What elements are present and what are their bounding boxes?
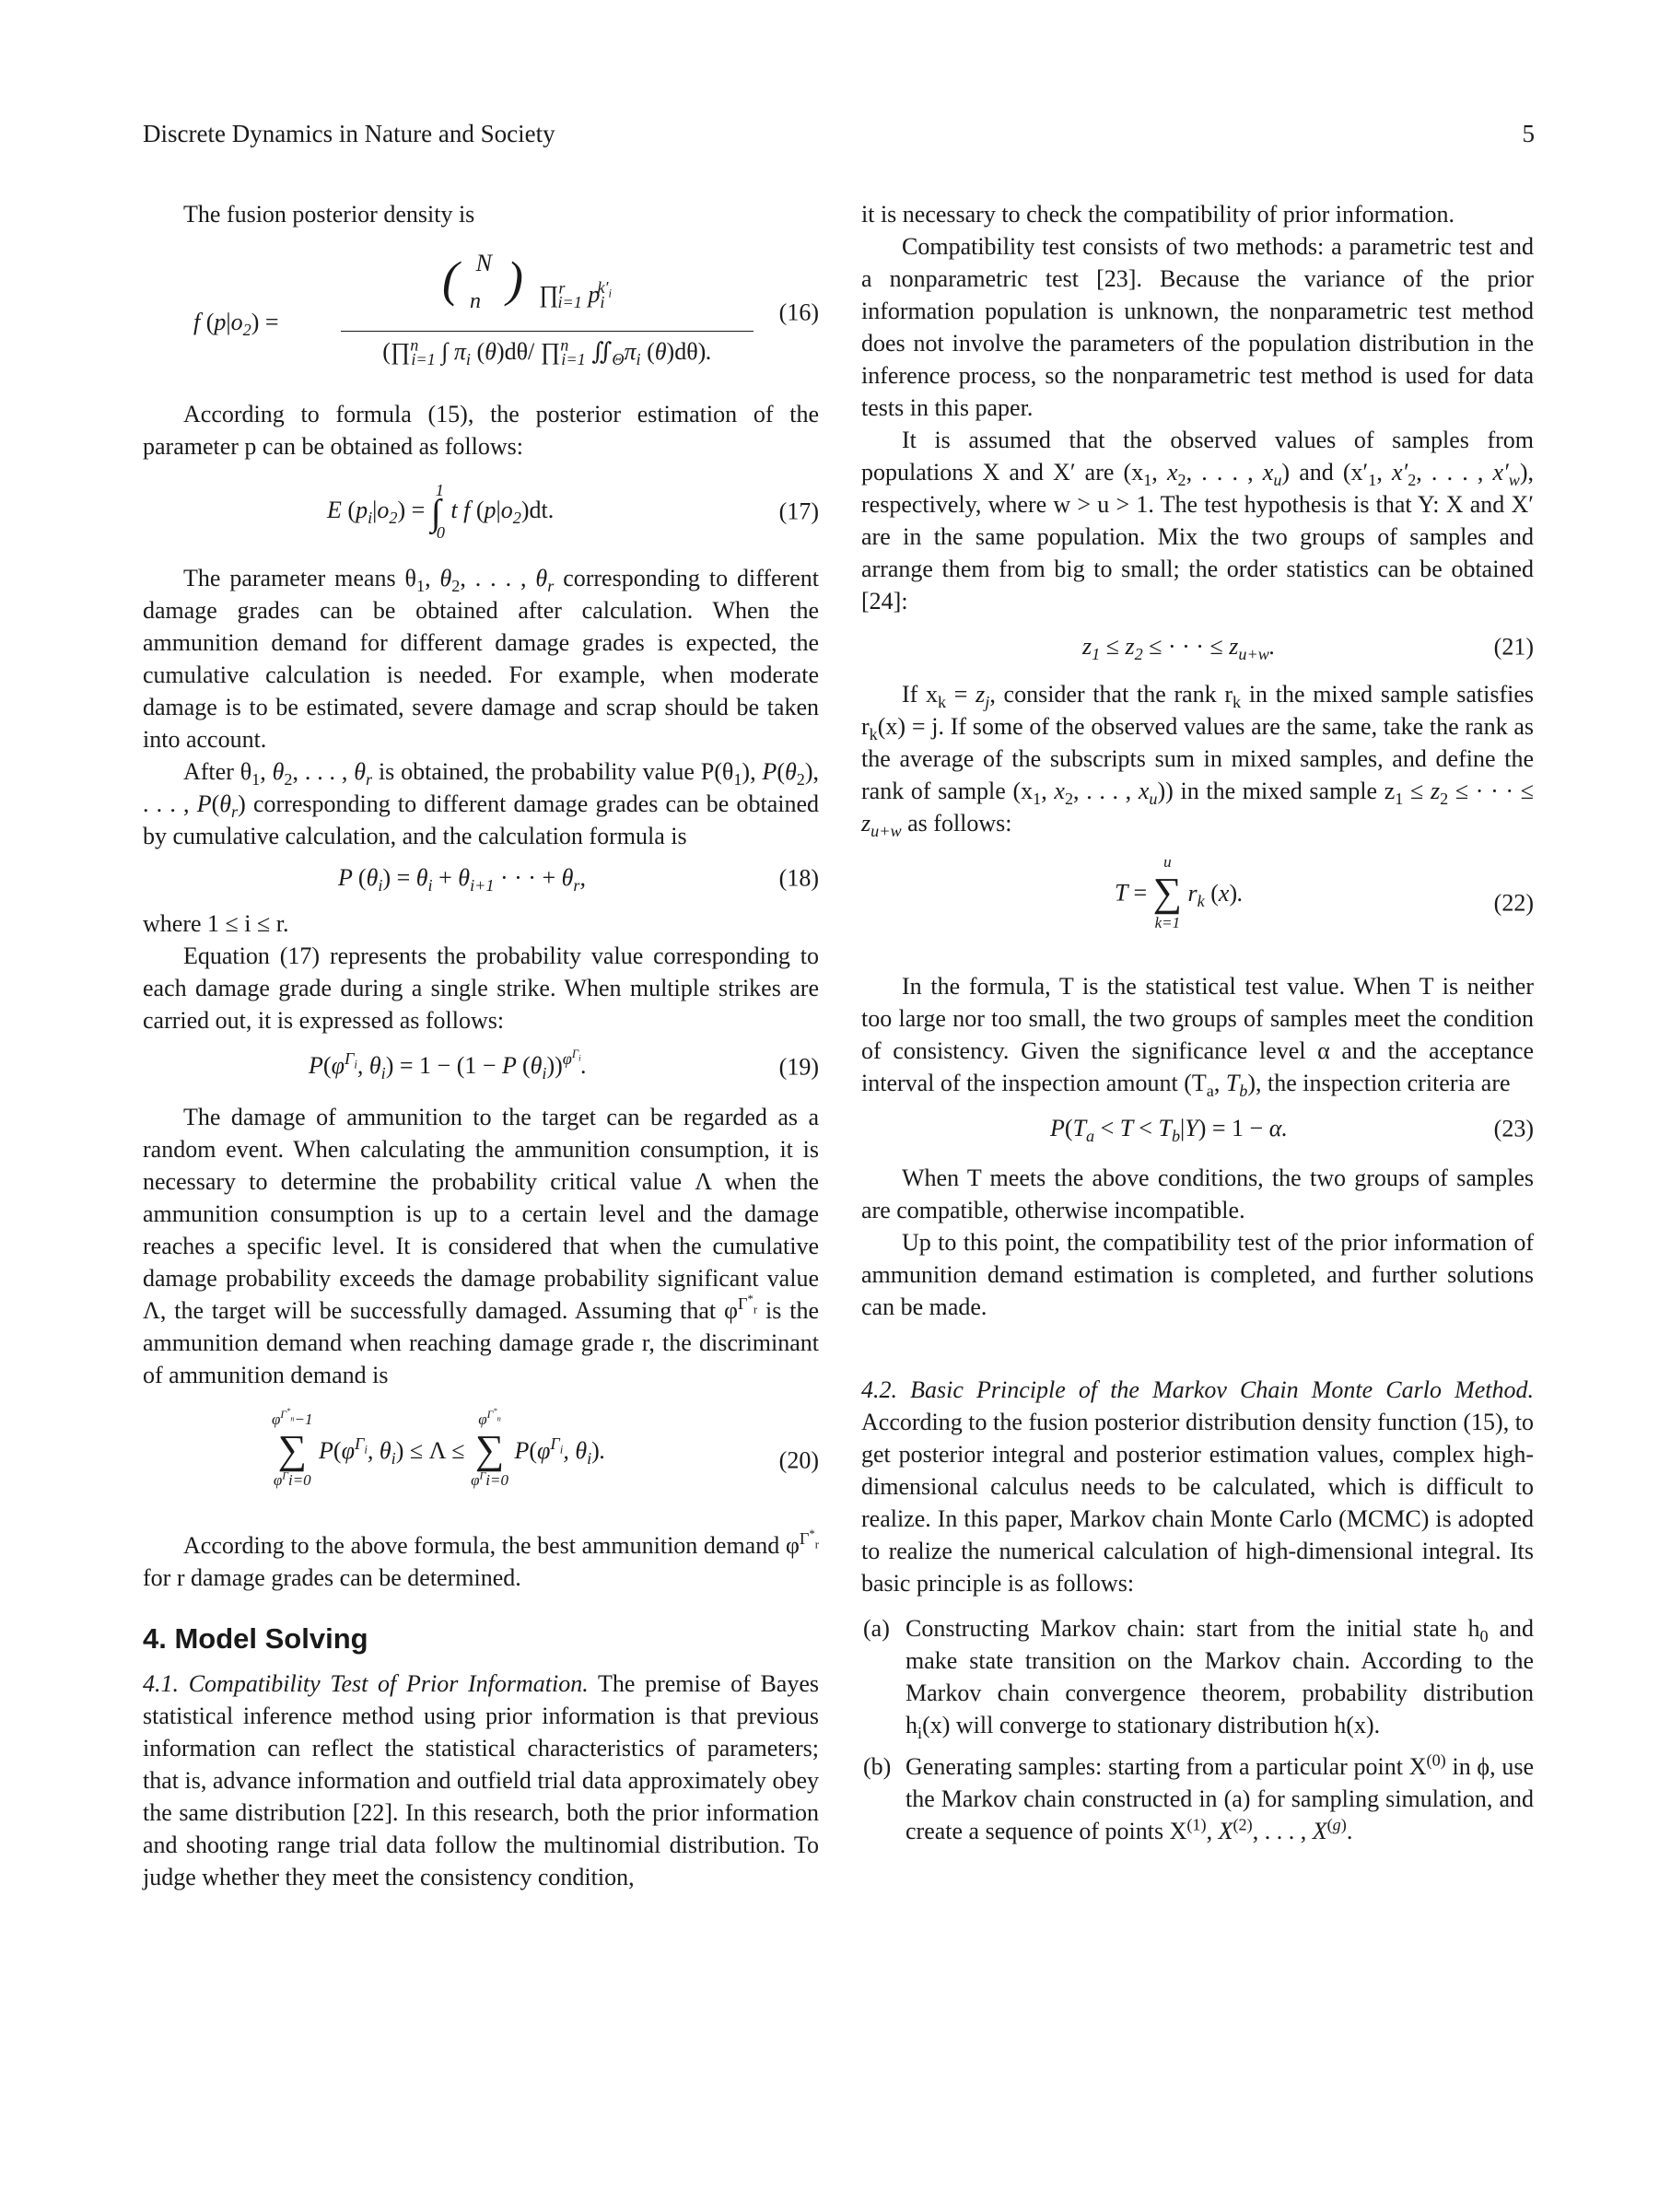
equation-22: T = u ∑ k=1 $r_k$ (x). (22) <box>1115 853 1534 931</box>
equation-19: $P(\varphi^{\Gamma_i}$, $\theta_i) = 1 - (1 - P$ $(\theta_i))^{\varphi^{\Gamma_i}}$. (19) <box>309 1047 819 1083</box>
equation-number: (19) <box>778 1053 819 1081</box>
text: In the formula, T is the statistical test value. When T is neither too large nor too small, the two groups of samples meet the condition of consistency. Given the significance level α and the acceptance interval of the inspection amount (T <box>861 973 1534 1096</box>
equation-number: (21) <box>1493 633 1534 661</box>
equation-number: (16) <box>778 298 819 326</box>
text: for r damage grades can be determined. <box>143 1564 521 1591</box>
right-column <box>861 198 1534 1856</box>
text: Generating samples: starting from a particular point X <box>905 1753 1427 1780</box>
subsection-heading: 4.1. Compatibility Test of Prior Information. <box>143 1670 589 1697</box>
paragraph <box>143 1668 819 1893</box>
text: (x) will converge to stationary distribution h(x). <box>922 1712 1381 1738</box>
text: Constructing Markov chain: start from the initial state h <box>905 1615 1480 1642</box>
text: is the ammunition demand when reaching damage grade r, the discriminant of ammunition demand is <box>143 1297 820 1388</box>
page-number: 5 <box>1522 120 1535 147</box>
paragraph: The fusion posterior density is <box>183 201 475 228</box>
text: . <box>1346 1818 1353 1844</box>
text: After θ <box>183 758 252 785</box>
text: ), the inspection criteria are <box>1247 1070 1511 1096</box>
equation-number: (17) <box>778 497 819 525</box>
equation-20: $\varphi^{\Gamma^*_n}-1$ ∑ $\varphi^\Gamma i=0$ $P(\varphi^{\Gamma_i}$, $\theta_i) \le \Lambda$ ≤ $\varphi^{\Gamma^*_n}$ ∑ $\varphi^\Gamma i=0$ $P(\varphi^{\Gamma_i}$, $\theta_i$). (20) <box>272 1407 819 1489</box>
text: as follows: <box>901 810 1012 837</box>
text: is obtained, the probability value P(θ <box>372 758 734 785</box>
text: ), respectively, where w > u > 1. The test hypothesis is that Y: X and X′ are in the same population. Mix the two groups of samples and arrange them from big to small; the order statistics can be obtained [24]: <box>861 459 1535 614</box>
paragraph: If $x_k = z_j$, consider that the rank $r_k$ in the mixed sample satisfies $r_k(x) = j$. If some of the observed values are the same, take the rank as the average of the subscripts sum in mixed samples, and define the rank of sample ($x_1$, $x_2$, . . . , $x_u$)) in the mixed sample $z_1 \le z_2$ ≤ · · · ≤ $z_{u+w}$ as follows: <box>861 681 1534 841</box>
paragraph: Up to this point, the compatibility test of the prior information of ammunition demand estimation is completed, and further solutions can be made. <box>861 1229 1534 1320</box>
text: ) corresponding to different damage grades can be obtained by cumulative calculation, and the calculation formula is <box>143 790 820 849</box>
list-label: (a) <box>863 1615 890 1642</box>
text: in ϕ, use the Markov chain constructed in (a) for sampling simulation, and create a sequence of points X <box>905 1753 1534 1844</box>
text: If x <box>902 681 939 708</box>
list-item: (a) Constructing Markov chain: start from the initial state $h_0$ and make state transition on the Markov chain. According to the Markov chain convergence theorem, probability distribution $h_i(x)$ will converge to stationary distribution h(x). <box>905 1612 1534 1741</box>
paragraph: The damage of ammunition to the target can be regarded as a random event. When calculating the ammunition consumption, it is necessary to determine the probability critical value Λ when the ammunition consumption is up to a certain level and the damage reaches a specific level. It is considered that when the cumulative damage probability exceeds the damage probability significant value Λ, the target will be successfully damaged. Assuming that $\varphi^{\Gamma^*_r}$ is the ammunition demand when reaching damage grade r, the discriminant of ammunition demand is <box>143 1104 820 1388</box>
paragraph: it is necessary to check the compatibility of prior information. <box>861 201 1455 228</box>
paragraph: According to formula (15), the posterior estimation of the parameter p can be obtained as follows: <box>143 401 819 460</box>
text: (x) = j. If some of the observed values are the same, take the rank as the average of the subscripts sum in mixed samples, and define the rank of sample (x <box>861 713 1534 804</box>
left-column <box>143 198 819 1893</box>
equation-number: (20) <box>778 1446 819 1474</box>
text: The premise of Bayes statistical inference method using prior information is that previous information can reflect the statistical characteristics of parameters; that is, advance information and outfield trial data approximately obey the same distribution [22]. In this research, both the prior information and shooting range trial data follow the multinomial distribution. To judge whether they meet the consistency condition, <box>143 1670 819 1890</box>
text: ) in the mixed sample z <box>1165 778 1396 804</box>
paragraph: After $\theta_1$, $\theta_2$, . . . , $\theta_r$ is obtained, the probability value $P(\theta_1)$, $P(\theta_2)$, . . . , $P(\theta_r)$ corresponding to different damage grades can be obtained by cumulative calculation, and the calculation formula is <box>143 758 820 849</box>
paragraph: where 1 ≤ i ≤ r. <box>143 910 289 937</box>
text: corresponding to different damage grades can be obtained after calculation. When the ammunition demand for different damage grades is expected, the cumulative calculation is needed. For example, when moderate damage is to be estimated, severe damage and scrap should be taken into account. <box>143 565 820 753</box>
paragraph: Compatibility test consists of two methods: a parametric test and a nonparametric test [23]. Because the variance of the prior information population is unknown, the nonparametric test method does not involve the parameters of the population distribution in the inference process, so the nonparametric test method is used for data tests in this paper. <box>861 233 1534 421</box>
equation-21: $z_1 \le z_2$ ≤ · · · ≤ $z_{u+w}$. (21) <box>861 628 1534 665</box>
equation-number: (18) <box>778 864 819 892</box>
paragraph: The parameter means $\theta_1$, $\theta_2$, . . . , $\theta_r$ corresponding to different damage grades can be obtained after calculation. When the ammunition demand for different damage grades is expected, the cumulative calculation is needed. For example, when moderate damage is to be estimated, severe damage and scrap should be taken into account. <box>143 565 820 753</box>
equation-16: f $(p|o_2)$ = ( N n⃗ ) ∏$^r_{i=1}$ $p_i^{k'_i}$ (∏$^n_{i=1}$ ∫ $\pi_i$ (θ)dθ/ ∏$^n_{i=1}$ $∬_\Theta\pi_i$ (θ)dθ). (16) <box>193 250 819 369</box>
principle-list <box>861 1612 1534 1847</box>
equation-23: $P(T_a < T < T_b|Y) = 1 - \alpha$. (23) <box>861 1108 1534 1149</box>
list-item: (b) Generating samples: starting from a particular point $X^{(0)}$ in ϕ, use the Markov chain constructed in (a) for sampling simulation, and create a sequence of points $X^{(1)}$, $X^{(2)}$, . . . , $X^{(g)}$. <box>863 1750 1534 1844</box>
paragraph: Equation (17) represents the probability value corresponding to each damage grade during a single strike. When multiple strikes are carried out, it is expressed as follows: <box>143 942 819 1034</box>
paragraph: In the formula, T is the statistical test value. When T is neither too large nor too small, the two groups of samples meet the condition of consistency. Given the significance level α and the acceptance interval of the inspection amount ($T_a$, $T_b$), the inspection criteria are <box>861 973 1534 1101</box>
section-heading: 4. Model Solving <box>143 1622 368 1655</box>
equation-number: (23) <box>1493 1115 1534 1142</box>
text: The parameter means θ <box>183 565 416 591</box>
text: and make state transition on the Markov chain. According to the Markov chain convergence theorem, probability distribution h <box>905 1615 1535 1738</box>
paragraph <box>861 1374 1534 1599</box>
subsection-heading: 4.2. Basic Principle of the Markov Chain Monte Carlo Method. <box>861 1376 1534 1403</box>
journal-title: Discrete Dynamics in Nature and Society <box>143 120 555 147</box>
text: , consider that the rank r <box>989 681 1233 708</box>
text: According to the fusion posterior distribution density function (15), to get posterior integral and posterior estimation values, complex high-dimensional calculus needs to be calculated, which is difficult to realize. In this paper, Markov chain Monte Carlo (MCMC) is adopted to realize the numerical calculation of high-dimensional integral. Its basic principle is as follows: <box>861 1409 1534 1597</box>
paragraph: According to the above formula, the best ammunition demand $\varphi^{\Gamma^*_r}$ for r damage grades can be determined. <box>143 1527 819 1591</box>
text: The damage of ammunition to the target can be regarded as a random event. When calculating the ammunition consumption, it is necessary to determine the probability critical value Λ when the ammunition consumption is up to a certain level and the damage reaches a specific level. It is considered that when the cumulative damage probability exceeds the damage probability significant value Λ, the target will be successfully damaged. Assuming that φ <box>143 1104 819 1324</box>
text: ) and (x′ <box>1281 459 1369 486</box>
equation-number: (22) <box>1493 889 1534 917</box>
text: in the mixed sample satisfies r <box>861 681 1534 740</box>
equation-17: E $(p_i|o_2) = \int^1_0$ t f $(p|o_2)dt$. (17) <box>327 481 819 543</box>
paragraph: It is assumed that the observed values of samples from populations X and X′ are ($x_1$, $x_2$, . . . , $x_u$) and ($x'_1$, $x'_2$, . . . , $x'_w$), respectively, where w > u > 1. The test hypothesis is that Y: X and X′ are in the same population. Mix the two groups of samples and arrange them from big to small; the order statistics can be obtained [24]: <box>861 427 1535 614</box>
paragraph: When T meets the above conditions, the two groups of samples are compatible, otherwise incompatible. <box>861 1165 1534 1223</box>
text: According to the above formula, the best ammunition demand φ <box>183 1532 800 1559</box>
equation-18: P $(\theta_i) = \theta_i + \theta_{i+1}$ · · · + $\theta_r$, (18) <box>143 860 819 896</box>
list-label: (b) <box>863 1753 892 1780</box>
text: It is assumed that the observed values of samples from populations X and X′ are (x <box>861 427 1534 486</box>
